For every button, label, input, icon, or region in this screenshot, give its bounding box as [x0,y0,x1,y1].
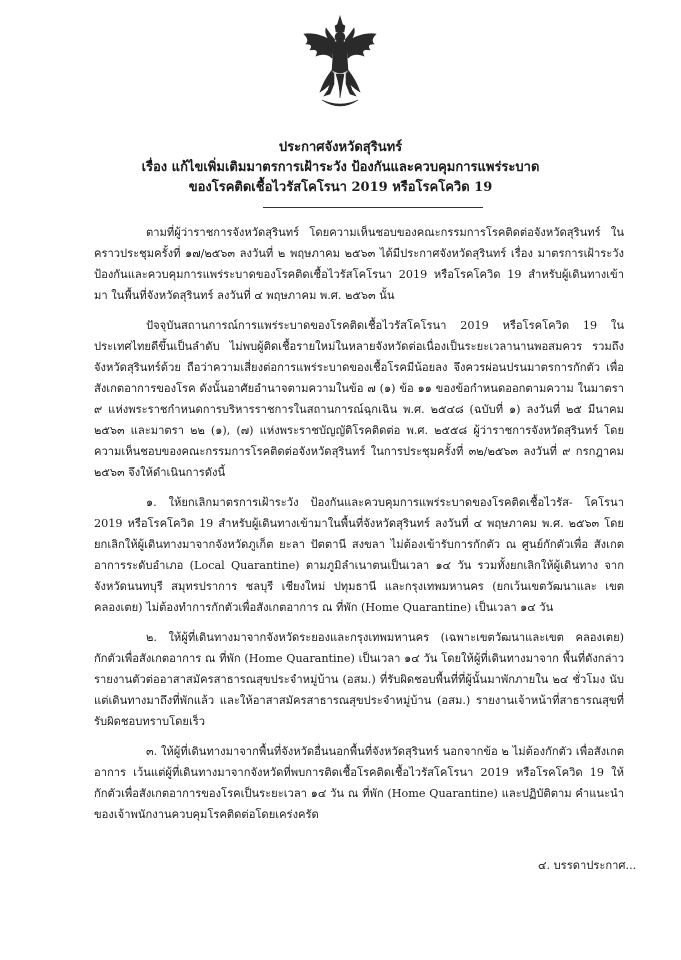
title-divider [263,207,483,208]
garuda-emblem-icon [300,14,380,114]
paragraph-current-situation: ปัจจุบันสถานการณ์การแพร่ระบาดของโรคติดเชื้อไวรัสโคโรนา 2019 หรือโรคโควิด 19 ในประเทศไทยดีขึ้นเป็นลำดับ ไม่พบผู้ติดเชื้อรายใหม่ในหลายจังหวัดต่อเนื่องเป็นระยะเวลานานพอสมควร รวมถึงจังหวัดสุรินทร์ด้วย ถือว่าความเสี่ยงต่อการแพร่ระบาดของเชื้อโรคมีน้อยลง จึงควรผ่อนปรนมาตรการกักตัว เพื่อสังเกตอาการของโรค ดังนั้นอาศัยอำนาจตามความในข้อ ๗ (๑) ข้อ ๑๑ ของข้อกำหนดออกตามความ ในมาตรา ๙ แห่งพระราชกำหนดการบริหารราชการในสถานการณ์ฉุกเฉิน พ.ศ. ๒๕๔๘ (ฉบับที่ ๑) ลงวันที่ ๒๕ มีนาคม ๒๕๖๓ และมาตรา ๒๒ (๑), (๗) แห่งพระราชบัญญัติโรคติดต่อ พ.ศ. ๒๕๕๘ ผู้ว่าราชการจังหวัดสุรินทร์ โดยความเห็นชอบของคณะกรรมการโรคติดต่อจังหวัดสุรินทร์ ในการประชุมครั้งที่ ๓๒/๒๕๖๓ ลงวันที่ ๙ กรกฎาคม ๒๕๖๓ จึงให้ดำเนินการดังนี้ [94,319,624,479]
paragraph-item-2: ๒. ให้ผู้ที่เดินทางมาจากจังหวัดระยองและกรุงเทพมหานคร (เฉพาะเขตวัฒนาและเขต คลองเตย) กักตัวเพื่อสังเกตอาการ ณ ที่พัก (Home Quarantine) เป็นเวลา ๑๔ วัน โดยให้ผู้ที่เดินทางมาจาก พื้นที่ดังกล่าวรายงานตัวต่ออาสาสมัครสาธารณสุขประจำหมู่บ้าน (อสม.) ที่รับผิดชอบพื้นที่ที่ผู้นั้นมาพักภายใน ๒๔ ชั่วโมง นับแต่เดินทางมาถึงที่พักแล้ว และให้อาสาสมัครสาธารณสุขประจำหมู่บ้าน (อสม.) รายงานเจ้าหน้าที่สาธารณสุขที่รับผิดชอบทราบโดยเร็ว [94,631,624,728]
paragraph-item-3: ๓. ให้ผู้ที่เดินทางมาจากพื้นที่จังหวัดอื่นนอกพื้นที่จังหวัดสุรินทร์ นอกจากข้อ ๒ ไม่ต้องกักตัว เพื่อสังเกตอาการ เว้นแต่ผู้ที่เดินทางมาจากจังหวัดที่พบการติดเชื้อโรคติดเชื้อไวรัสโคโรนา 2019 หรือโรคโควิด 19 ให้กักตัวเพื่อสังเกตอาการของโรคเป็นระยะเวลา ๑๔ วัน ณ ที่พัก (Home Quarantine) และปฏิบัติตาม คำแนะนำของเจ้าพนักงานควบคุมโรคติดต่อโดยเคร่งครัด [94,745,624,821]
subject-line-1: เรื่อง แก้ไขเพิ่มเติมมาตรการเฝ้าระวัง ป้องกันและควบคุมการแพร่ระบาด [141,160,540,175]
paragraph-item-1: ๑. ให้ยกเลิกมาตรการเฝ้าระวัง ป้องกันและควบคุมการแพร่ระบาดของโรคติดเชื้อไวรัส- โคโรนา 2019 หรือโรคโควิด 19 สำหรับผู้เดินทางเข้ามาในพื้นที่จังหวัดสุรินทร์ ลงวันที่ ๔ พฤษภาคม พ.ศ. ๒๕๖๓ โดยยกเลิกให้ผู้เดินทางมาจากจังหวัดภูเก็ต ยะลา ปัตตานี สงขลา ไม่ต้องเข้ารับการกักตัว ณ ศูนย์กักตัวเพื่อ สังเกตอาการระดับอำเภอ (Local Quarantine) ตามภูมิลำเนาตนเป็นเวลา ๑๔ วัน รวมทั้งยกเลิกให้ผู้เดินทาง จากจังหวัดนนทบุรี สมุทรปราการ ชลบุรี เชียงใหม่ ปทุมธานี และกรุงเทพมหานคร (ยกเว้นเขตวัฒนาและ เขตคลองเตย) ไม่ต้องทำการกักตัวเพื่อสังเกตอาการ ณ ที่พัก (Home Quarantine) เป็นเวลา ๑๔ วัน [94,496,624,614]
authority-title: ประกาศจังหวัดสุรินทร์ [278,140,403,155]
continuation-marker: ๔. บรรดาประกาศ... [538,859,637,872]
subject-line-2: ของโรคติดเชื้อไวรัสโคโรนา 2019 หรือโรคโควิด 19 [188,180,493,195]
announcement-body [94,222,624,834]
paragraph-background: ตามที่ผู้ว่าราชการจังหวัดสุรินทร์ โดยความเห็นชอบของคณะกรรมการโรคติดต่อจังหวัดสุรินทร์ ในคราวประชุมครั้งที่ ๑๗/๒๕๖๓ ลงวันที่ ๒ พฤษภาคม ๒๕๖๓ ได้มีประกาศจังหวัดสุรินทร์ เรื่อง มาตรการเฝ้าระวัง ป้องกันและควบคุมการแพร่ระบาดของโรคติดเชื้อไวรัสโคโรนา 2019 หรือโรคโควิด 19 สำหรับผู้เดินทางเข้ามา ในพื้นที่จังหวัดสุรินทร์ ลงวันที่ ๔ พฤษภาคม พ.ศ. ๒๕๖๓ นั้น [94,226,624,302]
